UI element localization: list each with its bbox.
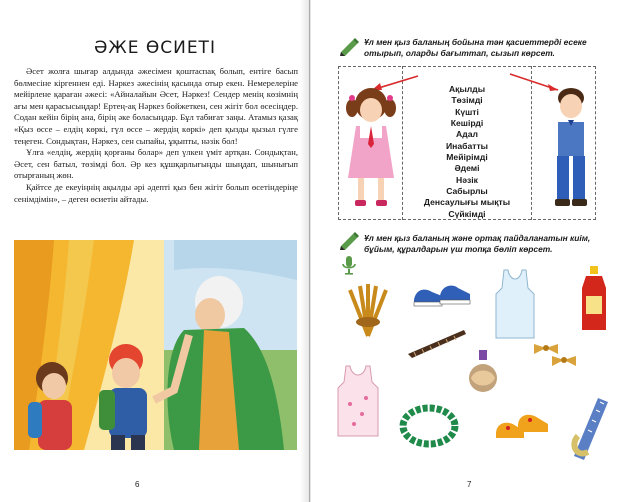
quality-item: Сабырлы	[446, 186, 488, 197]
boy-figure	[546, 84, 596, 217]
story-paragraph: Қайтсе де екеуіңнің ақылды әрі әдепті қыз бен жігіт болып өсетіндеріңе сенімдімін», – деген өсиетін айтады.	[14, 181, 298, 204]
task2-instruction: Ұл мен қыз баланың және ортақ пайдаланатын киім, бұйым, құралдарын үш топқа бөліп көрсет.	[364, 233, 591, 254]
story-illustration	[14, 240, 297, 450]
wheat-sheaf-item	[340, 282, 396, 343]
quality-item: Мейірімді	[446, 152, 488, 163]
left-page	[0, 0, 310, 502]
qualities-list	[402, 84, 532, 220]
quality-item: Кешірді	[450, 118, 484, 129]
quality-item: Нәзік	[456, 174, 478, 185]
story-title: ӘЖЕ ӨСИЕТІ	[94, 38, 216, 58]
bead-necklace-item	[398, 402, 460, 453]
girl-figure	[342, 86, 400, 215]
quality-item: Әдемі	[454, 163, 480, 174]
measuring-tape-item	[568, 396, 612, 467]
quality-item: Төзімді	[451, 95, 483, 106]
page-number-left: 6	[135, 480, 140, 489]
child-shoes-item	[494, 404, 550, 449]
quality-item: Күшті	[455, 106, 479, 117]
quality-item: Ақылды	[448, 84, 486, 94]
pencil-icon	[339, 230, 361, 255]
shampoo-bottle-item	[580, 264, 608, 337]
sneakers-item	[412, 278, 472, 315]
pencil-icon	[339, 36, 361, 61]
story-paragraph: Әсет жолға шығар алдында әжесімен қоштаспақ болып, ентіге басып бөлмесіне кіргеннен еді. Нәркез әжесінің қасында отыр екен. Немерелеріне мейірлене қараған әжесі: «Айналайын Әсет, Нәркез! Сендер менің көзімнің ағы мен қарасысыңдар! Ертең-ақ Нәркез бойжеткен, сен жігіт бол өсесіңдер. Содан кейін бірің ана, бірің әке боласыңдар. Бұл табиғат заңы. Атамыз қазақ «Қыз өссе – елдің көркі, гүл өссе – жердің көркі» деп қызды қызыл гүлге теңеген. Сондықтан, Нәркез, сен сыпайы, ұқыпты, нәзік бол!	[14, 66, 298, 146]
quality-item: Сүйкімді	[448, 208, 486, 219]
girl-undershirt-item	[336, 364, 380, 443]
microphone-icon	[341, 255, 357, 280]
page-number-right: 7	[467, 480, 472, 489]
quality-item: Денсаулығы мықты	[423, 197, 511, 208]
story-text	[14, 66, 298, 205]
comb-item	[404, 326, 468, 363]
story-paragraph: Ұлға «елдің, жердің қорғаны болар» деп үлкен үміт артқан. Сондықтан, Әсет, сен батыл, төзімді бол. Әр кез құшқарлығыңды шыңдап, шынығып отырғаның жөн.	[14, 147, 298, 181]
bow-ribbons-item	[528, 334, 584, 383]
task1-instruction: Ұл мен қыз баланың бойына тән қасиеттерді есеке отырып, оларды бағыттап, сызып көрсет.	[364, 37, 587, 58]
perfume-item	[465, 348, 501, 399]
quality-item: Инабатты	[446, 140, 488, 151]
quality-item: Адал	[456, 129, 478, 140]
